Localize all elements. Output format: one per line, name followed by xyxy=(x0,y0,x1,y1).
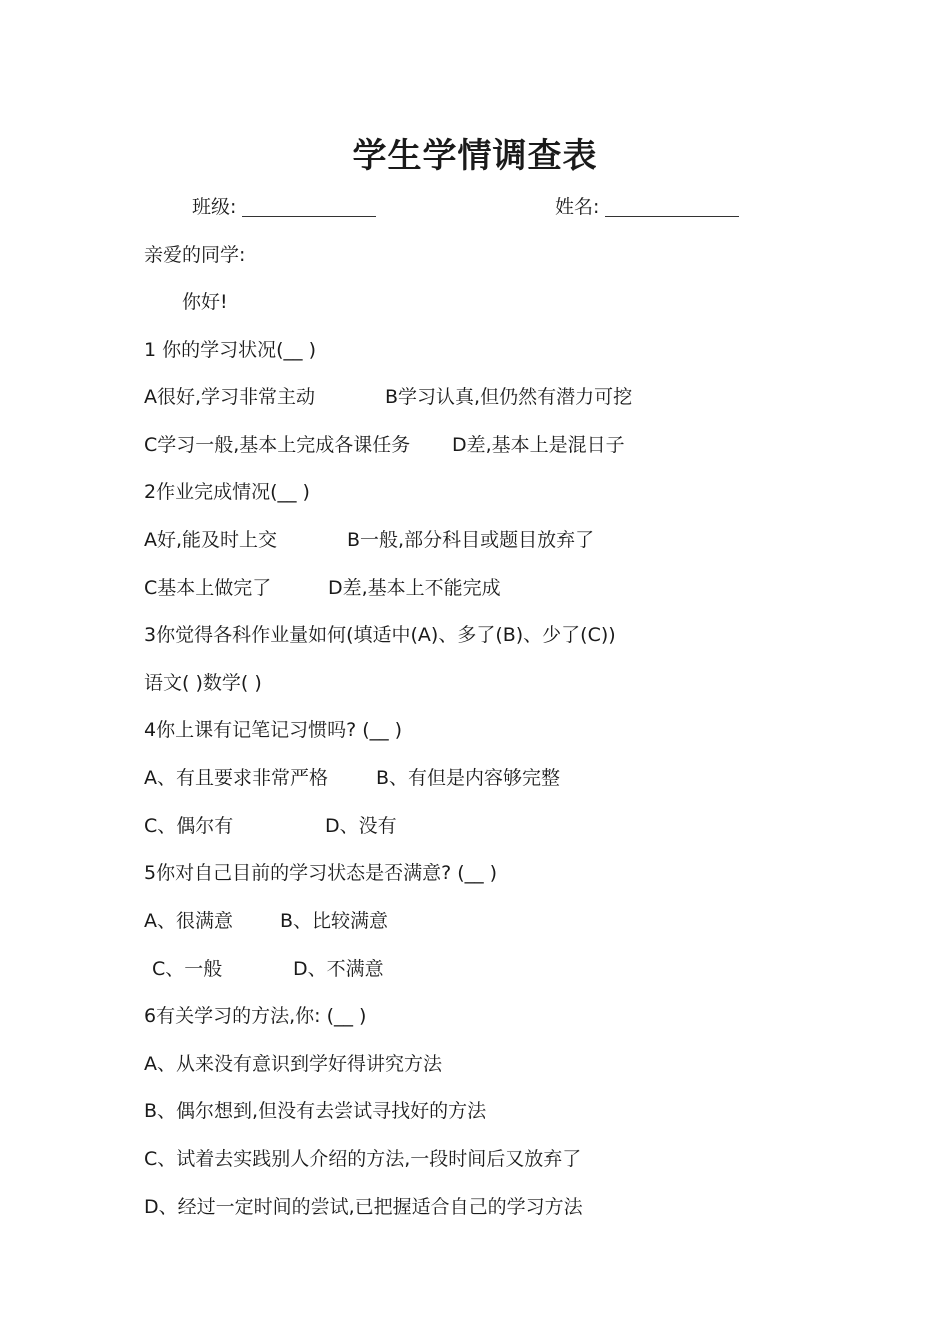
q2-option-d: D差,基本上不能完成 xyxy=(328,577,501,599)
q4-option-d: D、没有 xyxy=(325,815,397,837)
q4-option-b: B、有但是内容够完整 xyxy=(376,767,561,789)
class-field xyxy=(192,194,376,220)
q6-option-a: A、从来没有意识到学好得讲究方法 xyxy=(144,1053,442,1075)
q1-option-d: D差,基本上是混日子 xyxy=(452,434,625,456)
q5-option-b: B、比较满意 xyxy=(280,910,389,932)
question-1: 1 你的学习状况(__ ) xyxy=(144,339,316,361)
q4-option-c: C、偶尔有 xyxy=(144,815,234,837)
greeting: 亲爱的同学: xyxy=(144,244,246,266)
q5-option-a: A、很满意 xyxy=(144,910,233,932)
q5-option-d: D、不满意 xyxy=(293,958,384,980)
q6-option-b: B、偶尔想到,但没有去尝试寻找好的方法 xyxy=(144,1100,487,1122)
q2-option-a: A好,能及时上交 xyxy=(144,529,278,551)
class-label: 班级: xyxy=(192,196,237,218)
hello: 你好! xyxy=(182,291,228,313)
class-blank[interactable] xyxy=(242,198,376,217)
question-5: 5你对自己目前的学习状态是否满意? (__ ) xyxy=(144,862,498,884)
q4-option-a: A、有且要求非常严格 xyxy=(144,767,328,789)
question-4: 4你上课有记笔记习惯吗? (__ ) xyxy=(144,719,403,741)
q1-option-c: C学习一般,基本上完成各课任务 xyxy=(144,434,411,456)
question-3: 3你觉得各科作业量如何(填适中(A)、多了(B)、少了(C)) xyxy=(144,624,616,646)
q2-option-b: B一般,部分科目或题目放弃了 xyxy=(347,529,595,551)
question-6: 6有关学习的方法,你: (__ ) xyxy=(144,1005,367,1027)
q6-option-c: C、试着去实践别人介绍的方法,一段时间后又放弃了 xyxy=(144,1148,582,1170)
q6-option-d: D、经过一定时间的尝试,已把握适合自己的学习方法 xyxy=(144,1196,583,1218)
q1-option-a: A很好,学习非常主动 xyxy=(144,386,316,408)
q3-subjects: 语文( )数学( ) xyxy=(144,672,262,694)
q1-option-b: B学习认真,但仍然有潜力可挖 xyxy=(385,386,633,408)
page-title: 学生学情调查表 xyxy=(352,136,598,176)
question-2: 2作业完成情况(__ ) xyxy=(144,481,310,503)
name-blank[interactable] xyxy=(605,198,739,217)
q2-option-c: C基本上做完了 xyxy=(144,577,272,599)
q5-option-c: C、一般 xyxy=(152,958,223,980)
name-label: 姓名: xyxy=(555,196,600,218)
name-field xyxy=(555,194,739,220)
